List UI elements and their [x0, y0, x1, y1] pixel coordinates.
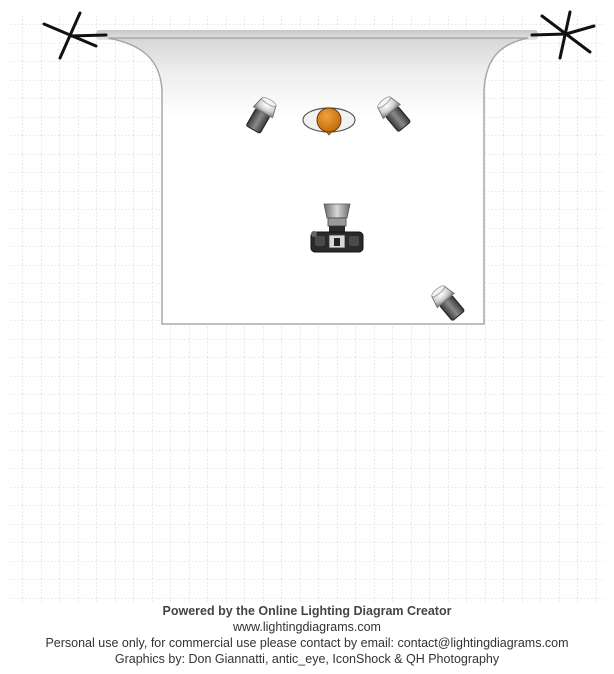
credit-license: Personal use only, for commercial use please contact by email: contact@lightingdiagrams.com	[45, 636, 569, 650]
credit-url[interactable]: www.lightingdiagrams.com	[233, 620, 381, 634]
credit-title: Powered by the Online Lighting Diagram Creator	[162, 604, 452, 618]
backdrop-paper	[108, 38, 528, 324]
credit-graphics: Graphics by: Don Giannatti, antic_eye, IconShock & QH Photography	[114, 652, 500, 666]
